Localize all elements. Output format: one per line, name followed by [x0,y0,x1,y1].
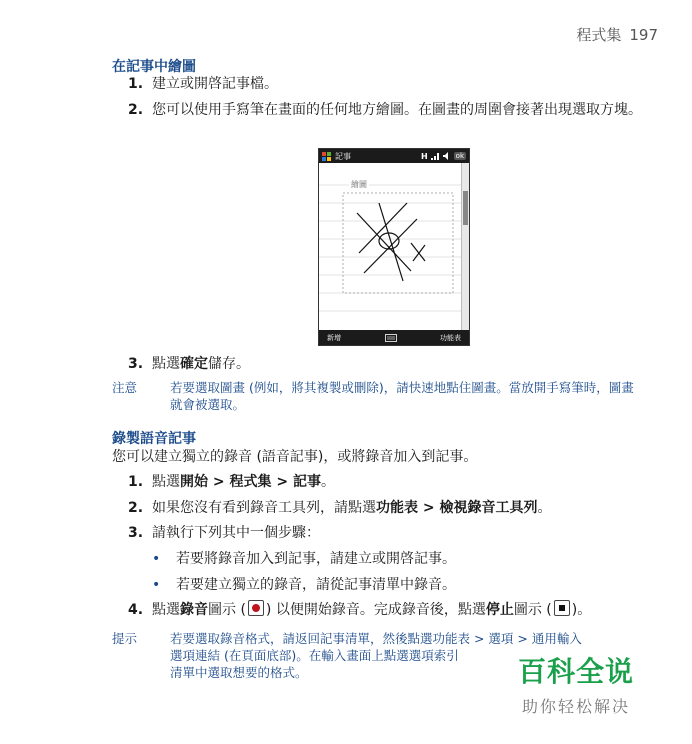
path-separator: > [208,474,230,490]
step-text: 圖示 ( [513,602,552,618]
watermark-title: 百科全说 [517,655,634,688]
device-scrollbar[interactable] [461,163,469,330]
record-icon [248,600,264,616]
bullet-item [152,574,456,594]
step-number: 3. [128,356,144,372]
tip-line: 清單中選取想要的格式。 [170,665,308,680]
step-number: 1. [128,474,144,490]
bullet-item [152,548,456,568]
soft-key-menu[interactable]: 功能表 [440,333,461,342]
step-3 [128,354,250,374]
device-app-title: 記事 [335,151,351,161]
step-text: 如果您沒有看到錄音工具列，請點選 [152,500,376,516]
voice-step-1 [128,472,335,492]
record-term: 錄音 [180,602,208,618]
device-status [421,152,466,161]
tip-line: 若要選取錄音格式，請返回記事清單，然後點選功能表 > 選項 > 通用輸入 [170,631,582,646]
step-text: 請執行下列其中一個步驟： [152,525,320,541]
step-text: 建立或開啓記事檔。 [152,76,278,92]
path-separator: > [271,474,293,490]
watermark [476,648,676,738]
step-text: 點選 [152,356,180,372]
note-block [112,379,640,413]
page-header [576,24,658,45]
step-text: ) 以便開始錄音。完成錄音後，點選 [265,602,486,618]
lined-paper [319,163,461,330]
step-text: 圖示 ( [208,602,246,618]
step-text: 。 [537,500,552,516]
step-number: 4. [128,602,144,618]
view-toolbar-term: 檢視錄音工具列 [439,500,538,516]
step-text: 點選 [152,474,180,490]
step-number: 2. [128,500,144,516]
stop-icon [554,600,570,616]
step-text: 點選 [152,602,180,618]
speaker-icon [443,152,451,160]
step-text: )。 [571,602,592,618]
keyboard-icon[interactable] [385,334,397,342]
scrollbar-thumb[interactable] [463,191,468,225]
tip-label: 提示 [112,631,138,646]
chapter-name: 程式集 [576,26,622,44]
bullet-text: 若要將錄音加入到記事，請建立或開啓記事。 [176,551,456,567]
step-text: 您可以使用手寫筆在畫面的任何地方繪圖。在圖畫的周圍會接著出現選取方塊。 [152,102,642,118]
step-text: 。 [320,474,335,490]
notes-term: 記事 [292,474,321,490]
section-intro: 您可以建立獨立的錄音 (語音記事)，或將錄音加入到記事。 [112,449,478,465]
step-number: 2. [128,102,144,118]
bullet-text: 若要建立獨立的錄音，請從記事清單中錄音。 [176,577,456,593]
note-text: 若要選取圖畫 (例如，將其複製或刪除)，請快速地點住圖畫。當放開手寫筆時，圖畫就會被選取。 [170,380,634,412]
path-separator: > [418,500,440,516]
step-text: 儲存。 [208,356,250,372]
ok-term: 確定 [180,356,208,372]
ok-button[interactable]: ok [455,152,464,160]
voice-step-2 [128,498,551,518]
note-label: 注意 [112,380,138,395]
tip-line: 選項連結 (在頁面底部)。在輸入畫面上點選選項索引 [170,648,459,663]
stop-term: 停止 [485,602,514,618]
step-number: 1. [128,76,144,92]
step-1 [128,74,642,94]
network-h-icon: H [420,151,428,161]
device-screenshot [318,148,470,346]
device-soft-keys [319,330,469,345]
bullet-dot: • [152,551,161,567]
menu-term: 功能表 [376,500,418,516]
page-number: 197 [629,26,658,44]
watermark-subtitle: 助你轻松解决 [521,697,630,716]
programs-term: 程式集 [229,474,272,490]
step-number: 3. [128,525,144,541]
device-title-bar [319,149,469,163]
step-2 [128,100,642,120]
section-title-drawing: 在記事中繪圖 [112,59,196,75]
hand-drawn-sketch [357,203,425,281]
canvas-label: 繪圖 [351,180,367,189]
drawing-canvas[interactable] [319,163,461,330]
soft-key-new[interactable]: 新增 [327,333,341,342]
windows-start-icon [322,152,331,161]
bullet-dot: • [152,577,161,593]
voice-step-3 [128,523,320,543]
signal-icon [431,152,440,160]
section-title-voice-note: 錄製語音記事 [112,431,196,447]
voice-step-4 [128,600,591,620]
start-term: 開始 [180,474,208,490]
